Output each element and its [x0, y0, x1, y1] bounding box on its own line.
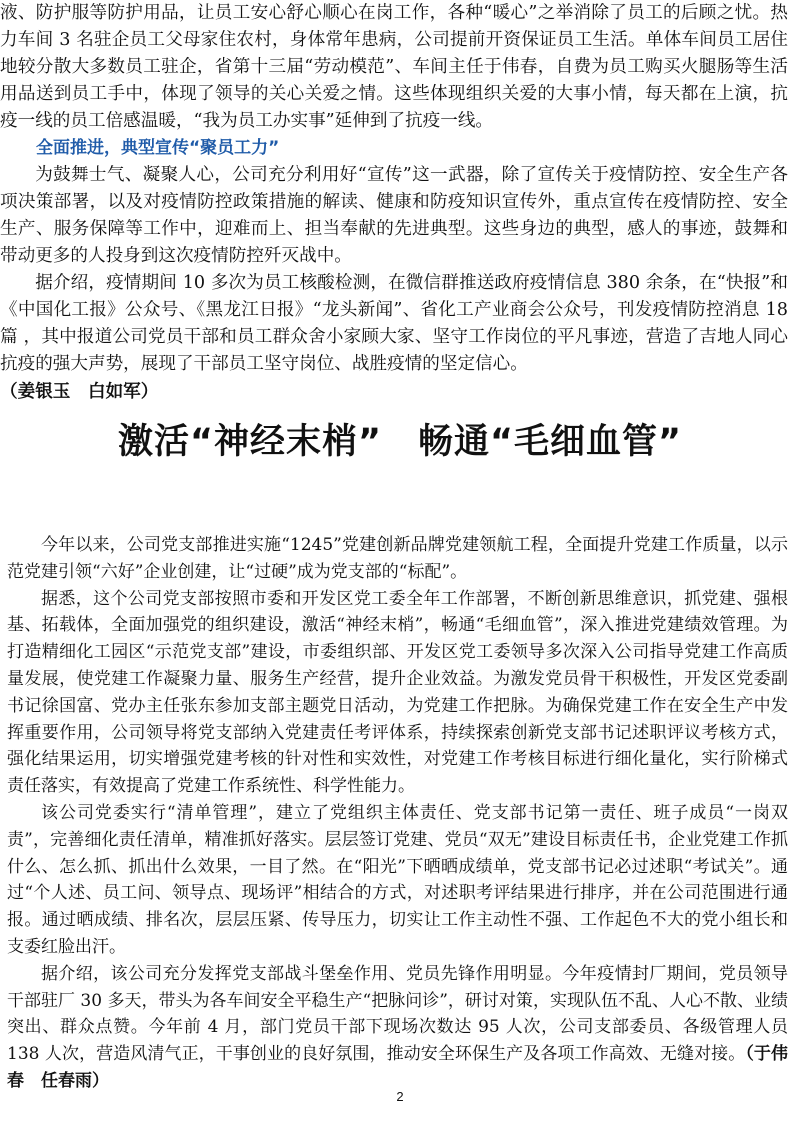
paragraph — [7, 961, 788, 1095]
paragraph: 为鼓舞士气、凝聚人心，公司充分利用好“宣传”这一武器，除了宣传关于疫情防控、安全生产各项决策部署，以及对疫情防控政策措施的解读、健康和防疫知识宣传外，重点宣传在疫情防控、安全生产、服务保障等工作中，迎难而上、担当奉献的先进典型。这些身边的典型，感人的事迹，鼓舞和带动更多的人投身到这次疫情防控歼灭战中。 — [0, 165, 788, 266]
author-byline: （于伟春 任春雨） — [7, 1044, 788, 1091]
article-body — [7, 532, 788, 1095]
article-title: 激活“神经末梢” 畅通“毛细血管” — [117, 422, 682, 462]
paragraph: 据介绍，疫情期间 10 多次为员工核酸检测，在微信群推送政府疫情信息 380 余条，在“快报”和《中国化工报》公众号、《黑龙江日报》“龙头新闻”、省化工产业商会公众号，刊发疫情防控消息 18 篇 ，其中报道公司党员干部和员工群众舍小家顾大家、坚守工作岗位的平凡事迹，营造了吉地人同心抗疫的强大声势，展现了干部员工坚守岗位、战胜疫情的坚定信心。 — [0, 273, 788, 374]
paragraph: 据悉，这个公司党支部按照市委和开发区党工委全年工作部署，不断创新思维意识，抓党建、强根基、拓载体，全面加强党的组织建设，激活“神经末梢”，畅通“毛细血管”，深入推进党建绩效管理。为打造精细化工园区“示范党支部”建设，市委组织部、开发区党工委领导多次深入公司指导党建工作高质量发展，使党建工作凝聚力量、服务生产经营，提升企业效益。为激发党员骨干积极性，开发区党委副书记徐国富、党办主任张东参加支部主题党日活动，为党建工作把脉。为确保党建工作在安全生产中发挥重要作用，公司领导将党支部纳入党建责任考评体系，持续探索创新党支部书记述职评议考核方式，强化结果运用，切实增强党建考核的针对性和实效性，对党建工作考核目标进行细化量化，实行阶梯式责任落实，有效提高了党建工作系统性、科学性能力。 — [7, 588, 788, 797]
paragraph: 今年以来，公司党支部推进实施“1245”党建创新品牌党建领航工程，全面提升党建工作质量，以示范党建引领“六好”企业创建，让“过硬”成为党支部的“标配”。 — [7, 535, 788, 582]
paragraph-text: 据介绍，该公司充分发挥党支部战斗堡垒作用、党员先锋作用明显。今年疫情封厂期间，党员领导干部驻厂 30 多天，带头为各车间安全平稳生产“把脉问诊”，研讨对策，实现队伍不乱、人心不散、业绩突出、群众点赞。今年前 4 月，部门党员干部下现场次数达 95 人次，公司支部委员、各级管理人员 138 人次，营造风清气正，干事创业的良好氛围，推动安全环保生产及各项工作高效、无缝对接。 — [7, 963, 788, 1065]
author-byline: （姜银玉 白如军） — [0, 381, 159, 402]
paragraph-continued: 液、防护服等防护用品，让员工安心舒心顺心在岗工作，各种“暖心”之举消除了员工的后顾之忧。热力车间 3 名驻企员工父母家住农村，身体常年患病，公司提前开资保证员工生活。单体车间员工居住地较分散大多数员工驻企，省第十三届“劳动模范”、车间主任于伟春，自费为员工购买火腿肠等生活用品送到员工手中，体现了领导的关心关爱之情。这些体现组织关爱的大事小情，每天都在上演，抗疫一线的员工倍感温暖，“我为员工办实事”延伸到了抗疫一线。 — [0, 3, 788, 131]
section-heading: 全面推进，典型宣传“聚员工力” — [36, 138, 280, 158]
page-number: 2 — [396, 1089, 404, 1104]
paragraph: 该公司党委实行“清单管理”，建立了党组织主体责任、党支部书记第一责任、班子成员“一岗双责”，完善细化责任清单，精准抓好落实。层层签订党建、党员“双无”建设目标责任书，企业党建工作抓什么、怎么抓、抓出什么效果，一目了然。在“阳光”下晒晒成绩单，党支部书记必过述职“考试关”。通过“个人述、员工问、领导点、现场评”相结合的方式，对述职考评结果进行排序，并在公司范围进行通报。通过晒成绩、排名次，层层压紧、传导压力，切实让工作主动性不强、工作起色不大的党小组长和支委红脸出汗。 — [7, 802, 788, 957]
previous-article-section — [0, 0, 788, 405]
